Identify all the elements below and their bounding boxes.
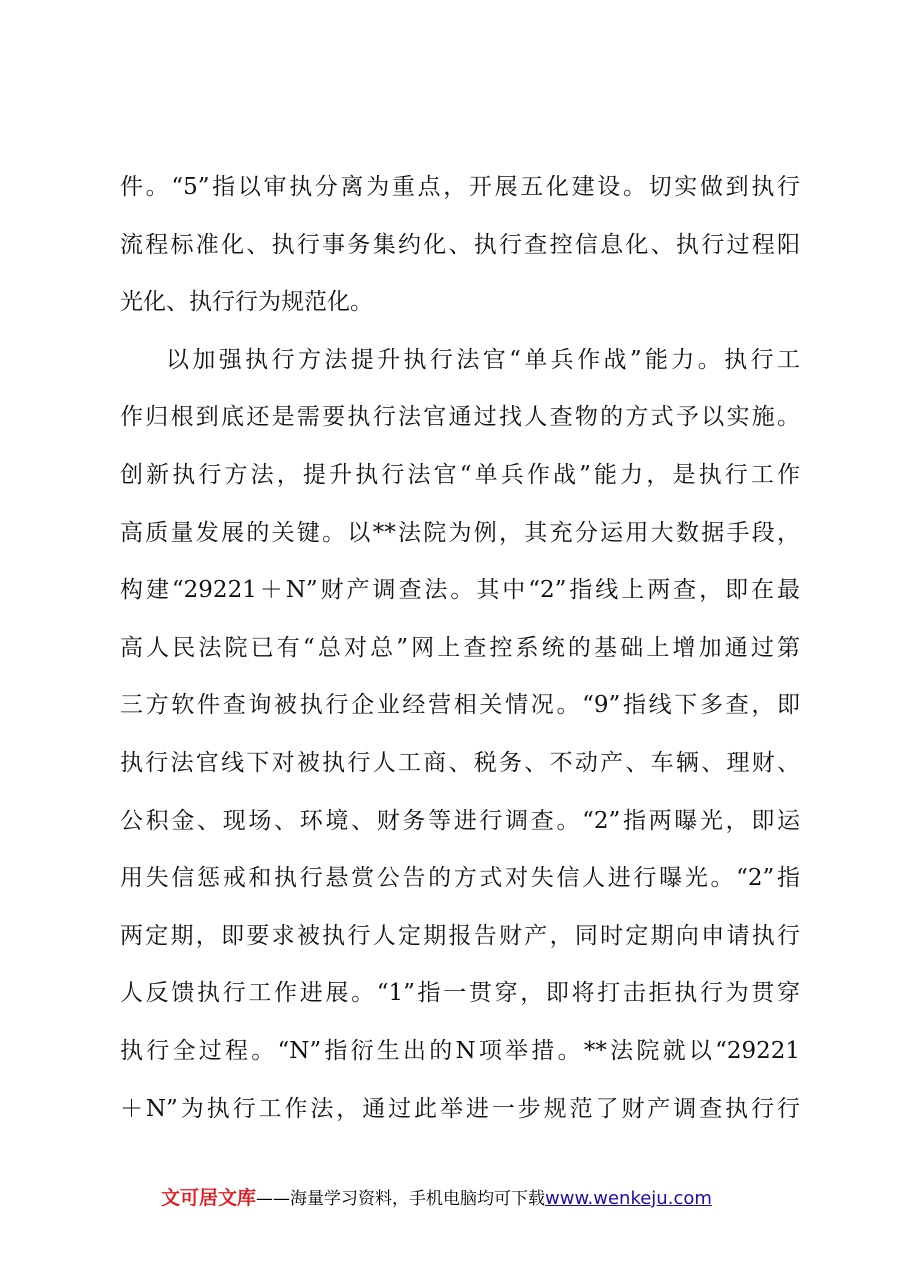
text-line: 三方软件查询被执行企业经营相关情况。“9”指线下多查，即 — [120, 692, 800, 719]
footer-brand: 文可居文库 — [161, 1187, 257, 1209]
text-line: 人反馈执行工作进展。“1”指一贯穿，即将打击拒执行为贯穿 — [120, 980, 800, 1007]
text-line: 件。“5”指以审执分离为重点，开展五化建设。切实做到执行 — [120, 174, 800, 200]
text-line: 光化、执行行为规范化。 — [120, 289, 373, 316]
text-line: 执行全过程。“N”指衍生出的N项举措。**法院就以“29221 — [120, 1037, 800, 1064]
text-line: 创新执行方法，提升执行法官“单兵作战”能力，是执行工作 — [120, 461, 800, 488]
page-footer — [161, 1183, 712, 1210]
text-line: ＋N”为执行工作法，通过此举进一步规范了财产调查执行行 — [120, 1095, 800, 1122]
text-line: 公积金、现场、环境、财务等进行调查。“2”指两曝光，即运 — [120, 807, 800, 834]
text-line: 构建“29221＋N”财产调查法。其中“2”指线上两查，即在最 — [120, 577, 800, 604]
document-body — [120, 159, 800, 1138]
text-line: 用失信惩戒和执行悬赏公告的方式对失信人进行曝光。“2”指 — [120, 865, 800, 892]
text-line: 两定期，即要求被执行人定期报告财产，同时定期向申请执行 — [120, 922, 800, 949]
text-line: 流程标准化、执行事务集约化、执行查控信息化、执行过程阳 — [120, 231, 800, 258]
footer-link[interactable]: www.wenkeju.com — [545, 1188, 712, 1209]
text-line: 高质量发展的关键。以**法院为例，其充分运用大数据手段， — [120, 519, 800, 546]
paragraph-first-line: 以加强执行方法提升执行法官“单兵作战”能力。执行工 — [166, 346, 800, 373]
text-line: 作归根到底还是需要执行法官通过找人查物的方式予以实施。 — [120, 404, 800, 431]
text-line: 执行法官线下对被执行人工商、税务、不动产、车辆、理财、 — [120, 749, 800, 776]
text-line: 高人民法院已有“总对总”网上查控系统的基础上增加通过第 — [120, 634, 800, 661]
footer-tagline: ——海量学习资料，手机电脑均可下载 — [256, 1189, 546, 1209]
